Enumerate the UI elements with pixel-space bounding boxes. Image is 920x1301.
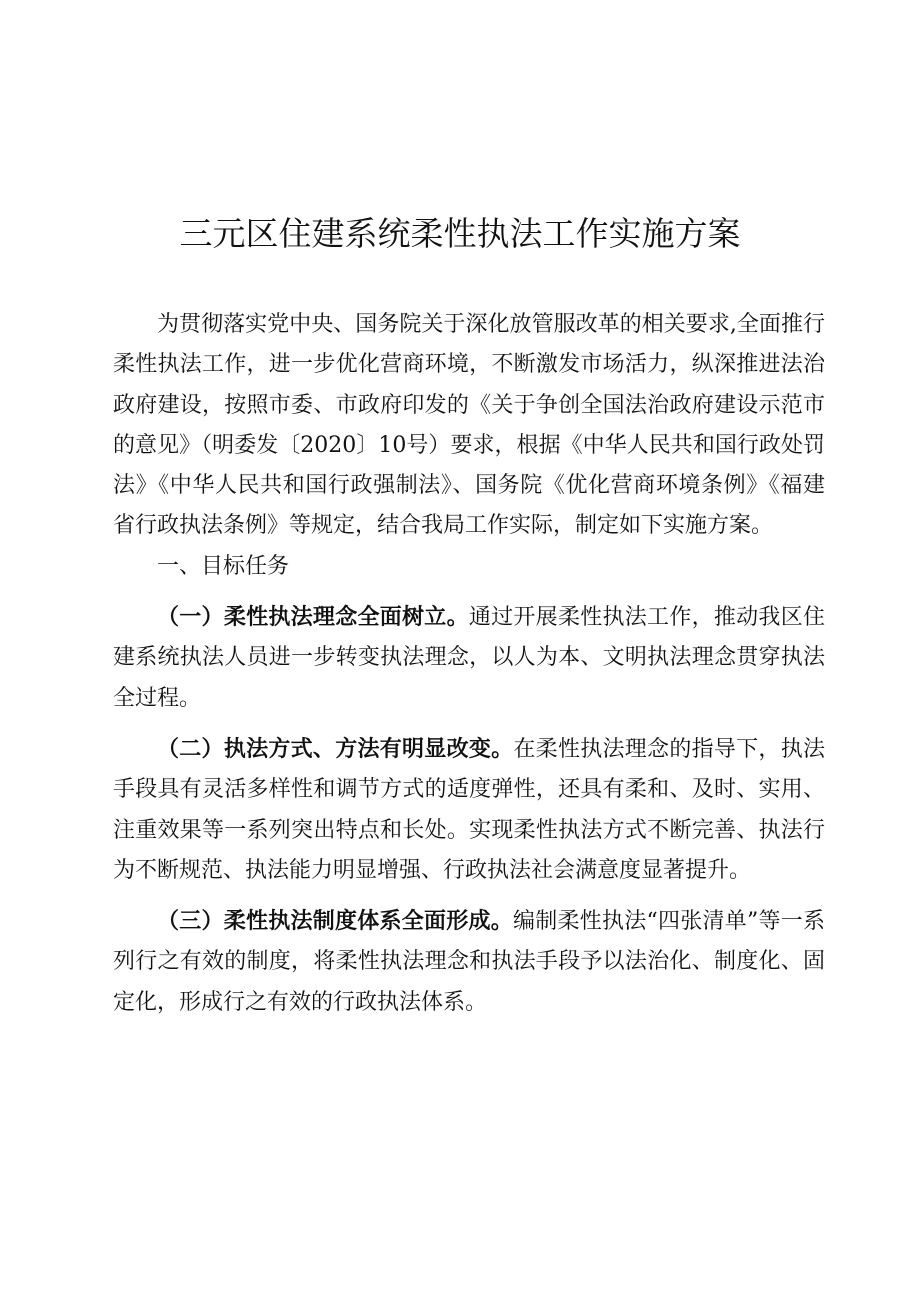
- goal-item-1-lead: （一）柔性执法理念全面树立。: [157, 604, 469, 631]
- goal-item-1: [113, 597, 825, 719]
- intro-paragraph: 为贯彻落实党中央、国务院关于深化放管服改革的相关要求,全面推行柔性执法工作，进一步优化营商环境，不断激发市场活力，纵深推进法治政府建设，按照市委、市政府印发的《关于争创全国法治政府建设示范市的意见》（明委发〔2020〕10号）要求，根据《中华人民共和国行政处罚法》《中华人民共和国行政强制法》、国务院《优化营商环境条例》《福建省行政执法条例》等规定，结合我局工作实际，制定如下实施方案。: [113, 312, 825, 539]
- section-heading-goals: 一、目标任务: [157, 553, 290, 579]
- document-title: 三元区住建系统柔性执法工作实施方案: [179, 214, 741, 253]
- document-body: [113, 305, 825, 1023]
- goal-item-2-lead: （二）执法方式、方法有明显改变。: [157, 735, 514, 762]
- goal-item-3-text: 编制柔性执法“四张清单”等一系列行之有效的制度，将柔性执法理念和执法手段予以法治化、制度化、固定化，形成行之有效的行政执法体系。: [113, 909, 825, 1015]
- goal-item-3-lead: （三）柔性执法制度体系全面形成。: [157, 908, 513, 935]
- goal-item-2: [113, 729, 825, 891]
- goal-item-2-text: 在柔性执法理念的指导下，执法手段具有灵活多样性和调节方式的适度弹性，还具有柔和、及时、实用、注重效果等一系列突出特点和长处。实现柔性执法方式不断完善、执法行为不断规范、执法能力明显增强、行政执法社会满意度显著提升。: [113, 736, 825, 883]
- goal-item-1-text: 通过开展柔性执法工作，推动我区住建系统执法人员进一步转变执法理念，以人为本、文明执法理念贯穿执法全过程。: [113, 605, 825, 711]
- goal-item-3: [113, 901, 825, 1023]
